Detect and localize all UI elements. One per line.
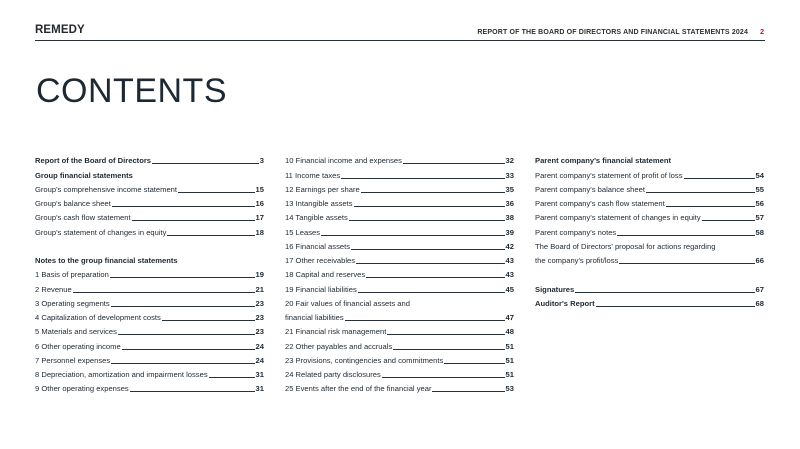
toc-leader-line	[354, 205, 505, 207]
toc-page-number: 53	[505, 384, 514, 394]
toc-page-number: 23	[255, 327, 264, 337]
toc-entry-label: 15 Leases	[285, 227, 321, 237]
toc-entry-label: Group's comprehensive income statement	[35, 184, 178, 194]
toc-page-number: 51	[505, 355, 514, 365]
toc-page-number: 55	[755, 184, 764, 194]
toc-entry-label: Group's balance sheet	[35, 199, 111, 208]
toc-entry[interactable]	[285, 366, 514, 380]
toc-entry-label: Parent company's cash flow statement	[535, 199, 665, 208]
toc-entry[interactable]	[285, 223, 514, 237]
toc-entry[interactable]	[285, 352, 514, 366]
toc-entry-label: 1 Basis of preparation	[35, 270, 109, 280]
toc-page-number: 39	[505, 227, 514, 237]
toc-entry-label: 24 Related party disclosures	[285, 370, 381, 379]
toc-page-number: 68	[755, 298, 764, 308]
toc-entry-label: 5 Materials and services	[35, 327, 117, 337]
toc-entry[interactable]	[285, 209, 514, 223]
toc-leader-line	[646, 191, 755, 193]
toc-entry-label: 19 Financial liabilities	[285, 284, 357, 294]
toc-page-number: 17	[255, 213, 264, 223]
toc-entry[interactable]	[285, 309, 514, 323]
toc-leader-line	[702, 219, 755, 221]
toc-entry[interactable]	[35, 209, 264, 223]
toc-spacer	[35, 238, 264, 252]
toc-entry[interactable]	[35, 280, 264, 294]
toc-section-heading: Parent company's financial statement	[535, 156, 672, 166]
toc-entry-label: 17 Other receivables	[285, 256, 356, 265]
toc-entry[interactable]	[35, 309, 264, 323]
toc-column-1	[35, 152, 264, 394]
toc-page-number: 42	[505, 241, 514, 251]
toc-leader-line	[387, 333, 504, 335]
toc-leader-line	[130, 390, 255, 392]
toc-entry[interactable]	[535, 252, 764, 266]
toc-page-number: 19	[255, 270, 264, 280]
toc-entry-label: Parent company's statement of changes in equity	[535, 213, 701, 223]
report-title: REPORT OF THE BOARD OF DIRECTORS AND FINANCIAL STATEMENTS 2024	[477, 29, 748, 36]
toc-entry-label: 4 Capitalization of development costs	[35, 313, 161, 322]
toc-entry[interactable]	[535, 195, 764, 209]
toc-leader-line	[432, 390, 504, 392]
toc-page-number: 31	[255, 384, 264, 394]
toc-page-number: 32	[505, 156, 514, 166]
toc-leader-line	[111, 362, 254, 364]
toc-entry[interactable]	[535, 280, 764, 294]
toc-entry[interactable]	[35, 152, 264, 166]
toc-page-number: 43	[505, 256, 514, 265]
toc-entry-label: Report of the Board of Directors	[35, 156, 152, 166]
toc-page-number: 51	[505, 370, 514, 379]
toc-entry[interactable]	[285, 166, 514, 180]
toc-leader-line	[167, 234, 254, 236]
toc-leader-line	[162, 319, 255, 321]
toc-page-number: 67	[755, 284, 764, 294]
toc-entry[interactable]	[535, 295, 764, 309]
toc-entry-label: 6 Other operating income	[35, 341, 121, 351]
toc-entry[interactable]	[285, 337, 514, 351]
toc-entry-label: Group's statement of changes in equity	[35, 227, 167, 237]
toc-leader-line	[118, 333, 255, 335]
toc-page-number: 24	[255, 341, 264, 351]
toc-entry-label: 11 Income taxes	[285, 170, 341, 180]
toc-page-number: 3	[259, 156, 264, 166]
toc-section-heading: Group financial statements	[35, 170, 133, 180]
toc-page-number: 51	[505, 341, 514, 351]
toc-entry-label: Signatures	[535, 284, 575, 294]
toc-entry[interactable]	[535, 223, 764, 237]
toc-leader-line	[596, 305, 755, 307]
toc-entry[interactable]	[35, 352, 264, 366]
toc-entry[interactable]	[285, 380, 514, 394]
toc-entry-label: Parent company's balance sheet	[535, 184, 645, 194]
toc-entry[interactable]	[35, 380, 264, 394]
toc-leader-line	[178, 191, 255, 193]
toc-page-number: 57	[755, 213, 764, 223]
toc-entry-label: Auditor's Report	[535, 298, 595, 308]
toc-entry[interactable]	[535, 166, 764, 180]
toc-section-heading: Notes to the group financial statements	[35, 256, 178, 265]
toc-leader-line	[666, 205, 755, 207]
toc-entry-label: 23 Provisions, contingencies and commitments	[285, 355, 444, 365]
toc-entry-label: 3 Operating segments	[35, 298, 110, 308]
toc-leader-line	[575, 291, 754, 293]
toc-leader-line	[617, 234, 754, 236]
toc-leader-line	[684, 177, 755, 179]
toc-leader-line	[341, 177, 504, 179]
toc-entry[interactable]	[285, 252, 514, 266]
toc-entry-label: 8 Depreciation, amortization and impairment losses	[35, 370, 208, 379]
toc-leader-line	[110, 276, 255, 278]
toc-entry[interactable]	[35, 295, 264, 309]
toc-page-number: 31	[255, 370, 264, 379]
toc-entry[interactable]	[285, 323, 514, 337]
toc-entry-label: 10 Financial income and expenses	[285, 156, 402, 166]
toc-entry[interactable]	[35, 223, 264, 237]
toc-page-number: 47	[505, 313, 514, 322]
toc-page-number: 56	[755, 199, 764, 208]
toc-entry-label: 9 Other operating expenses	[35, 384, 129, 394]
toc-leader-line	[366, 276, 504, 278]
toc-entry-label: the company's profit/loss	[535, 256, 619, 265]
toc-column-3	[535, 152, 764, 309]
toc-leader-line	[73, 291, 255, 293]
toc-leader-line	[619, 262, 754, 264]
toc-page-number: 33	[505, 170, 514, 180]
toc-page-number: 54	[755, 170, 764, 180]
toc-page-number: 15	[255, 184, 264, 194]
toc-leader-line	[122, 348, 255, 350]
toc-entry[interactable]	[35, 366, 264, 380]
toc-page-number: 36	[505, 199, 514, 208]
toc-column-2	[285, 152, 514, 394]
toc-page-number: 38	[505, 213, 514, 223]
toc-leader-line	[152, 162, 259, 164]
toc-entry[interactable]	[35, 337, 264, 351]
toc-leader-line	[358, 291, 505, 293]
toc-leader-line	[403, 162, 505, 164]
toc-entry[interactable]	[35, 266, 264, 280]
toc-entry[interactable]	[535, 181, 764, 195]
toc-leader-line	[356, 262, 504, 264]
toc-entry-label: 12 Earnings per share	[285, 184, 360, 194]
toc-entry-label: 25 Events after the end of the financial year	[285, 384, 432, 394]
toc-entry-label: Parent company's statement of profit of loss	[535, 170, 683, 180]
toc-leader-line	[112, 205, 255, 207]
toc-entry[interactable]	[285, 181, 514, 195]
toc-page-number: 35	[505, 184, 514, 194]
toc-entry-label: Parent company's notes	[535, 227, 617, 237]
toc-page-number: 18	[255, 227, 264, 237]
toc-entry[interactable]	[285, 266, 514, 280]
toc-entry-label: Group's cash flow statement	[35, 213, 131, 223]
toc-page-number: 66	[755, 256, 764, 265]
toc-leader-line	[349, 219, 505, 221]
toc-entry[interactable]	[35, 323, 264, 337]
toc-entry-label: 21 Financial risk management	[285, 327, 387, 337]
header-divider	[35, 40, 765, 41]
page-title: CONTENTS	[36, 72, 227, 110]
toc-entry-label: 14 Tangible assets	[285, 213, 348, 223]
toc-page-number: 21	[255, 284, 264, 294]
toc-leader-line	[351, 248, 505, 250]
toc-entry[interactable]	[35, 181, 264, 195]
toc-page-number: 16	[255, 199, 264, 208]
toc-page-number: 58	[755, 227, 764, 237]
toc-leader-line	[132, 219, 255, 221]
toc-page-number: 23	[255, 313, 264, 322]
toc-spacer	[535, 266, 764, 280]
toc-entry[interactable]	[285, 238, 514, 252]
toc-entry-label: 16 Financial assets	[285, 241, 351, 251]
toc-entry-label: 2 Revenue	[35, 284, 72, 294]
page-number: 2	[760, 29, 764, 36]
toc-entry[interactable]	[285, 152, 514, 166]
toc-entry-label: 18 Capital and reserves	[285, 270, 366, 280]
toc-entry-label: 7 Personnel expenses	[35, 355, 111, 365]
toc-leader-line	[382, 376, 505, 378]
toc-leader-line	[111, 305, 255, 307]
toc-entry-text[interactable]: 20 Fair values of financial assets and	[285, 298, 410, 308]
toc-page-number: 24	[255, 355, 264, 365]
toc-entry[interactable]	[285, 280, 514, 294]
toc-leader-line	[444, 362, 504, 364]
toc-entry-label: 22 Other payables and accruals	[285, 341, 393, 351]
toc-page-number: 23	[255, 298, 264, 308]
company-logo: REMEDY	[35, 24, 85, 36]
toc-leader-line	[321, 234, 505, 236]
toc-leader-line	[345, 319, 505, 321]
toc-entry-label: 13 Intangible assets	[285, 199, 353, 208]
toc-entry-label: financial liabilities	[285, 313, 344, 322]
toc-leader-line	[393, 348, 504, 350]
toc-entry-text[interactable]: The Board of Directors' proposal for actions regarding	[535, 241, 716, 251]
toc-page-number: 43	[505, 270, 514, 280]
toc-leader-line	[209, 376, 255, 378]
toc-entry[interactable]	[535, 209, 764, 223]
toc-leader-line	[361, 191, 505, 193]
toc-entry[interactable]	[35, 195, 264, 209]
toc-page-number: 48	[505, 327, 514, 337]
toc-entry[interactable]	[285, 195, 514, 209]
toc-page-number: 45	[505, 284, 514, 294]
